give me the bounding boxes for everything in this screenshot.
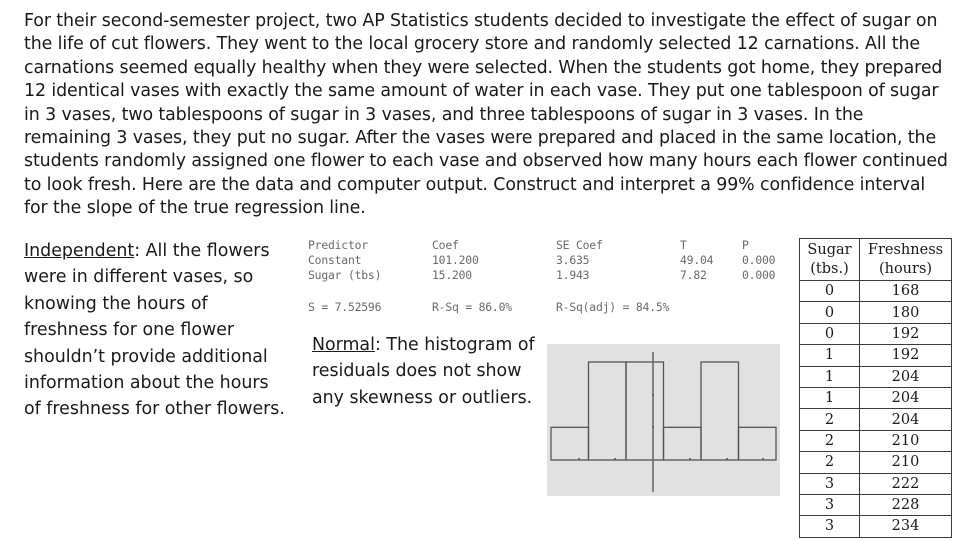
table-row xyxy=(800,494,952,515)
histogram-bar xyxy=(589,362,627,460)
tick-mark xyxy=(614,458,616,460)
table-row xyxy=(800,387,952,408)
header-freshness: Freshness (hours) xyxy=(860,239,952,281)
regression-output xyxy=(308,238,792,314)
freshness-cell: 204 xyxy=(860,387,952,408)
table-row xyxy=(800,452,952,473)
output-cell: 15.200 xyxy=(432,268,472,282)
table-header-row xyxy=(800,239,952,281)
histogram-bar xyxy=(626,362,664,460)
output-header-p: P xyxy=(742,238,749,252)
normal-condition xyxy=(312,332,540,411)
freshness-cell: 228 xyxy=(860,494,952,515)
residual-histogram xyxy=(547,344,780,496)
independent-text: : All the flowers were in different vases, so knowing the hours of freshness for one flower shouldn’t provide additional information about the hours of freshness for other flowers. xyxy=(24,241,285,420)
tick-mark xyxy=(762,458,764,460)
tick-mark xyxy=(652,394,654,396)
table-row xyxy=(800,323,952,344)
output-cell: 7.82 xyxy=(680,268,707,282)
independent-condition xyxy=(24,238,286,423)
sugar-cell: 3 xyxy=(800,494,860,515)
normal-text: : The histogram of residuals does not show any skewness or outliers. xyxy=(312,335,535,408)
output-row-constant xyxy=(308,253,792,268)
table-row xyxy=(800,430,952,451)
header-sugar: Sugar (tbs.) xyxy=(800,239,860,281)
sugar-cell: 1 xyxy=(800,387,860,408)
table-row xyxy=(800,345,952,366)
freshness-cell: 234 xyxy=(860,516,952,537)
output-row-sugar xyxy=(308,268,792,283)
freshness-cell: 192 xyxy=(860,323,952,344)
residual-histogram-svg xyxy=(547,344,780,496)
freshness-cell: 180 xyxy=(860,302,952,323)
output-cell: 1.943 xyxy=(556,268,590,282)
freshness-cell: 210 xyxy=(860,452,952,473)
freshness-cell: 210 xyxy=(860,430,952,451)
sugar-cell: 2 xyxy=(800,430,860,451)
data-table xyxy=(799,238,952,538)
freshness-cell: 222 xyxy=(860,473,952,494)
freshness-cell: 204 xyxy=(860,366,952,387)
histogram-bar xyxy=(551,427,589,460)
histogram-bar xyxy=(701,362,739,460)
output-cell: 0.000 xyxy=(742,268,776,282)
normal-label: Normal xyxy=(312,335,375,355)
histogram-bar xyxy=(739,427,777,460)
problem-statement: For their second-semester project, two AP Statistics students decided to investigate the effect of sugar on the life of cut flowers. They went to the local grocery store and randomly selected 12 carnations. All the carnations seemed equally healthy when they were selected. When the students got home, they prepared 12 identical vases with exactly the same amount of water in each vase. They put one tablespoon of sugar in 3 vases, two tablespoons of sugar in 3 vases, and three tablespoons of sugar in 3 vases. In the remaining 3 vases, they put no sugar. After the vases were prepared and placed in the same location, the students randomly assigned one flower to each vase and observed how many hours each flower continued to look fresh. Here are the data and computer output. Construct and interpret a 99% confidence interval for the slope of the true regression line. xyxy=(24,11,948,219)
output-summary-row xyxy=(308,300,792,315)
output-header-coef: Coef xyxy=(432,238,459,252)
output-rsq: R-Sq = 86.0% xyxy=(432,300,512,314)
output-cell: 3.635 xyxy=(556,253,590,267)
output-cell: 101.200 xyxy=(432,253,479,267)
output-header-se-coef: SE Coef xyxy=(556,238,603,252)
output-cell: 49.04 xyxy=(680,253,714,267)
output-cell: Sugar (tbs) xyxy=(308,268,382,282)
table-row xyxy=(800,409,952,430)
output-header-predictor: Predictor xyxy=(308,238,368,252)
sugar-cell: 0 xyxy=(800,323,860,344)
output-s: S = 7.52596 xyxy=(308,300,382,314)
sugar-cell: 3 xyxy=(800,473,860,494)
table-row xyxy=(800,473,952,494)
table-row xyxy=(800,302,952,323)
tick-mark xyxy=(689,458,691,460)
output-header-row xyxy=(308,238,792,253)
sugar-cell: 2 xyxy=(800,452,860,473)
tick-mark xyxy=(652,426,654,428)
tick-mark xyxy=(726,458,728,460)
output-cell: 0.000 xyxy=(742,253,776,267)
sugar-cell: 3 xyxy=(800,516,860,537)
table-row xyxy=(800,281,952,302)
freshness-cell: 168 xyxy=(860,281,952,302)
sugar-cell: 0 xyxy=(800,302,860,323)
sugar-cell: 0 xyxy=(800,281,860,302)
table-row xyxy=(800,516,952,537)
freshness-cell: 204 xyxy=(860,409,952,430)
output-header-t: T xyxy=(680,238,687,252)
tick-mark xyxy=(578,458,580,460)
histogram-bar xyxy=(664,427,702,460)
sugar-cell: 2 xyxy=(800,409,860,430)
sugar-cell: 1 xyxy=(800,345,860,366)
independent-label: Independent xyxy=(24,241,135,261)
table-row xyxy=(800,366,952,387)
freshness-cell: 192 xyxy=(860,345,952,366)
output-cell: Constant xyxy=(308,253,362,267)
output-rsq-adj: R-Sq(adj) = 84.5% xyxy=(556,300,670,314)
sugar-cell: 1 xyxy=(800,366,860,387)
